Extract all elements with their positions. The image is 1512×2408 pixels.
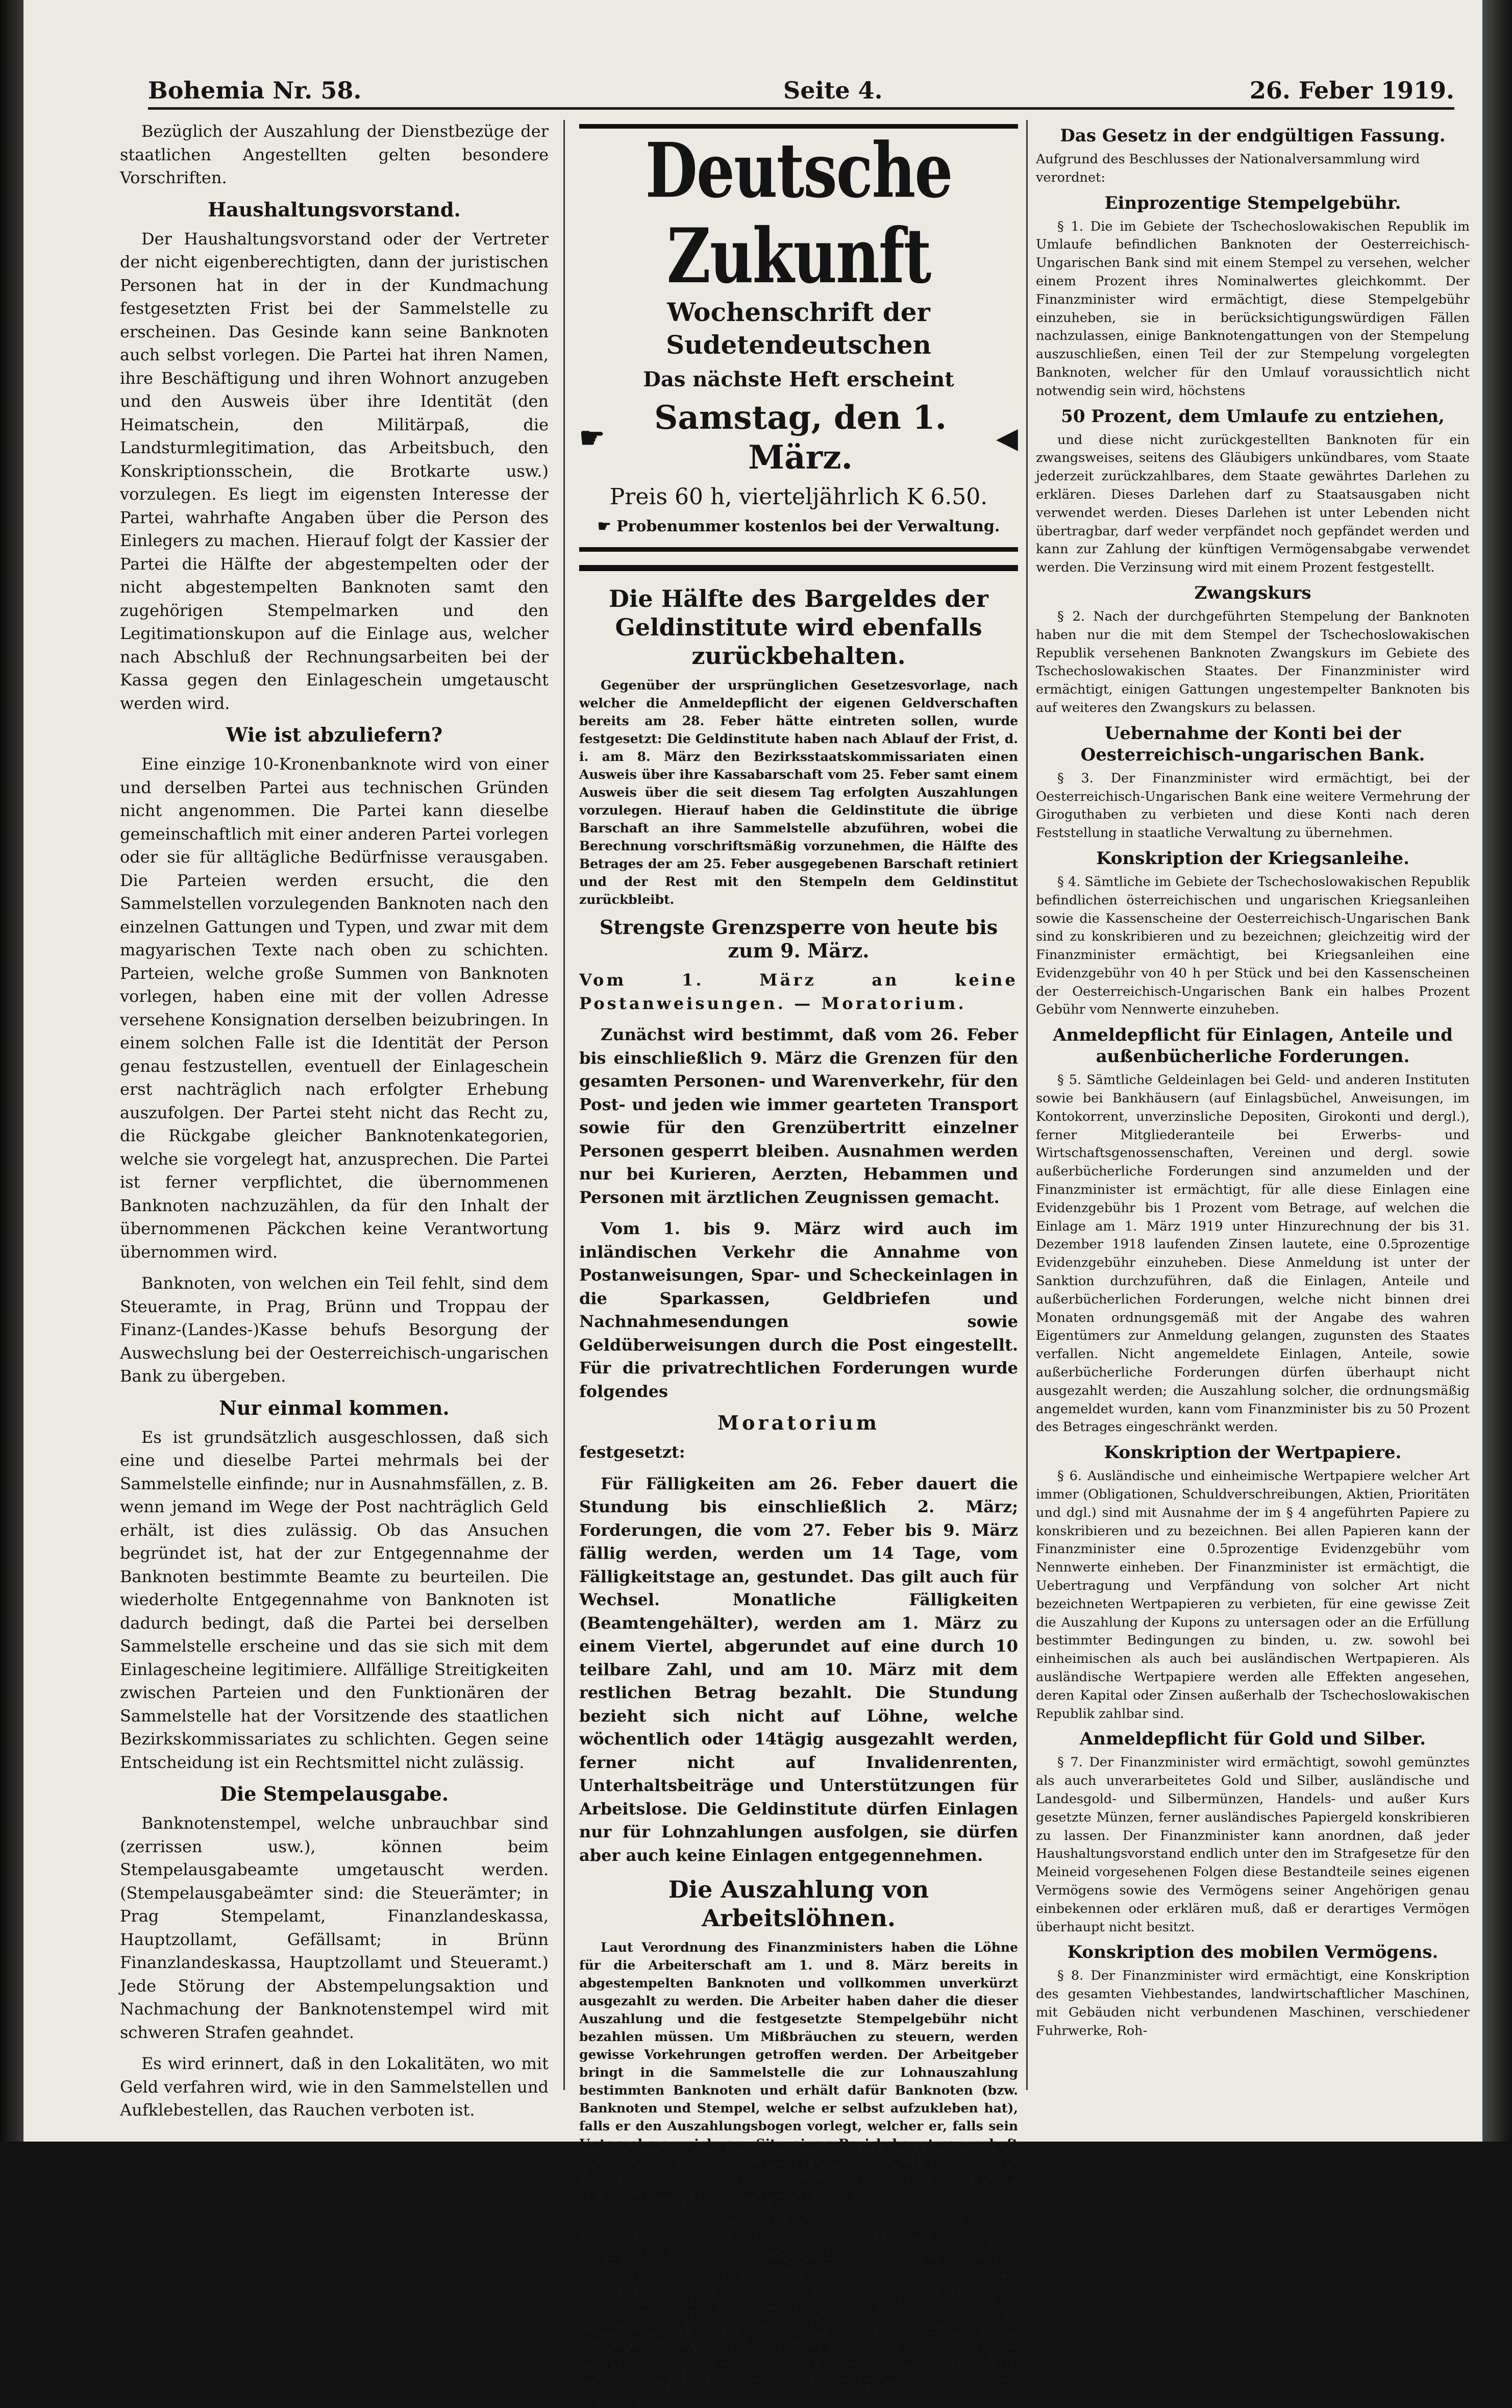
paragraph-arbeitsloehne-1: Laut Verordnung des Finanzministers haben die Löhne für die Arbeiterschaft am 1. und 8. März bereits in abgestempelten Banknoten und vollkommen unverkürzt ausgezahlt zu werden. Die Arbeiter haben daher die dieser Auszahlung und die festgesetzte Stempelgebühr nicht bezahlen müssen. Um Mißbräuchen zu steuern, werden gewisse Vorkehrungen getroffen werden. Der Arbeitgeber bringt in die Sammelstelle die zur Lohnauszahlung bestimmten Banknoten und erhält dafür Banknoten (bzw. Banknoten und Stempel, welche er selbst aufzukleben hat), falls er den Auszahlungsbogen vorlegt, welcher er, falls sein Unternehmen sich am Sitz einer Bezirkshauptmannschaft befindet, eine ungestempelte Bestätigung der Hauptmannschaft darüber, daß der angeführte Betrag richtig angegeben ist, beizuschließen hat. <box>579 1940 1018 2205</box>
header-page-number: Seite 4. <box>783 77 883 104</box>
paragraph-arbeitsloehne-2: Befindet sich das Unternehmen nicht am Sitze einer Bezirkshauptmannschaft, so hat der Arbeitgeber sich eine solche Bestätigung vom Gemeindeamt ausstellen und von der Bezirkshauptmannschaft vidieren zu lassen. Wenn der Arbeitgeber sich eine Geldeinlage bei einem Geldinstitute zum Zwecke der Lohnauszahlung beheben will, hat er den Lohnbogen oder ein Verzeichnis der Angestellten, in welchem Name, Beruf, Wohnort und Lohnhöhe jedes einzelnen angegeben ist, vorzulegen. Die Geldinstitute werden solche Einlagen in ungestempelten Banknoten auszahlen. <box>579 2213 1018 2406</box>
paragraph-nur-einmal: Es ist grundsätzlich ausgeschlossen, daß sich eine und dieselbe Partei mehrmals bei der Sammelstelle einfinde; nur in Ausnahmsfällen, z. B. wenn jemand im Wege der Post nachträglich Geld erhält, ist dies zulässig. Ob das Ansuchen begründet ist, hat der zur Entgegennahme der Banknoten bestimmte Beamte zu beurteilen. Die wiederholte Entgegennahme von Banknoten ist dadurch bedingt, daß die Partei bei derselben Sammelstelle erscheine und das sie sich mit dem Einlagescheine legitimiere. Allfällige Streitigkeiten zwischen Parteien und den Funktionären der Sammelstelle hat der Vorsitzende des staatlichen Bezirkskommissariates zu schlichten. Gegen seine Entscheidung ist ein Rechtsmittel nicht zulässig. <box>120 1427 549 1772</box>
heading-konti: Uebernahme der Konti bei der Oesterreichisch-ungarischen Bank. <box>1080 723 1425 765</box>
paragraph-moratorium: Für Fälligkeiten am 26. Feber dauert die Stundung bis einschließlich 2. März; Forderungen, die vom 27. Feber bis 9. März fällig werden, werden um 14 Tage, vom Fälligkeitstage an, gestundet. Das gilt auch für Wechsel. Monatliche Fälligkeiten (Beamtengehälter), werden am 1. März zu einem Viertel, abgerundet auf eine durch 10 teilbare Zahl, und am 10. März mit dem restlichen Betrag bezahlt. Die Stundung bezieht sich nicht auf Löhne, welche wöchentlich oder 14tägig ausgezahlt werden, ferner nicht auf Invalidenrenten, Unterhaltsbeiträge und Unterstützungen für Arbeitslose. Die Geldinstitute dürfen Einlagen nur für Lohnzahlungen ausfolgen, sie dürfen aber auch keine Einlagen entgegennehmen. <box>579 1473 1018 1865</box>
heading-stempelausgabe: Die Stempelausgabe. <box>219 1782 449 1805</box>
heading-haushaltungsvorstand: Haushaltungsvorstand. <box>208 198 461 221</box>
ad-subtitle: Wochenschrift der Sudetendeutschen <box>666 297 931 360</box>
column-2 <box>579 120 1018 2406</box>
paragraph-haushaltungsvorstand: Der Haushaltungsvorstand oder der Vertreter der nicht eigenberechtigten, dann der juristischen Personen hat in der in der Kundmachung festgesetzten Frist bei der Sammelstelle zu erscheinen. Das Gesinde kann seine Banknoten auch selbst vorlegen. Die Partei hat ihren Namen, ihre Beschäftigung und ihren Wohnort anzugeben und den Ausweis über ihre Identität (den Heimatschein, den Militärpaß, die Landsturmlegitimation, das Arbeitsbuch, den Konskriptionsschein, die Brotkarte usw.) vorzulegen. Es liegt im eigensten Interesse der Partei, wahrhafte Angaben über die Person des Einlegers zu machen. Hierauf folgt der Kassier der Partei die Hälfte der abgestempelten oder der nicht abgestempelten Banknoten samt den zugehörigen Stempelmarken und den Legitimationskupon auf die Einlage aus, welcher nach Abschluß der Rechnungsarbeiten bei der Kassa gegen den Einlageschein umgetauscht werden wird. <box>120 229 549 713</box>
paragraph-section-5: § 5. Sämtliche Geldeinlagen bei Geld- und anderen Instituten sowie bei Bankhäusern (auf Einlagsbüchel, Anweisungen, im Kontokorrent, unverzinsliche Depositen, Girokonti und dergl.), ferner Mitgliederanteile bei Erwerbs- und Wirtschaftsgenossenschaften, Vereinen und dergl. sowie außerbücherliche Forderungen sind anzumelden und der Finanzminister ist ermächtigt, für alle diese Einlagen eine Evidenzgebühr bis 1 Prozent vom Betrage, auf welchen die Einlage am 1. März 1919 unter Hinzurechnung der bis 31. Dezember 1918 laufenden Zinsen lautete, eine 0.5prozentige Evidenzgebühr einzuheben. Diese Anmeldung ist unter der Sanktion durchzuführen, daß die Einlagen, Anteile und außerbücherlichen Forderungen, welche nicht binnen drei Monaten ordnungsgemäß mit der Angabe des wahren Eigentümers zur Anmeldung gelangen, zugunsten des Staates verfallen. Nicht angemeldete Einlagen, Anteile, sowie außerbücherliche Forderungen dürfen überhaupt nicht ausgezahlt werden; die Auszahlung solcher, die ordnungsmäßig angemeldet wurden, kann vom Finanzminister bis zu 50 Prozent des Betrages eingeschränkt werden. <box>1036 1072 1470 1435</box>
heading-nur-einmal: Nur einmal kommen. <box>219 1396 450 1419</box>
paragraph-section-6: § 6. Ausländische und einheimische Wertpapiere welcher Art immer (Obligationen, Schuldverschreibungen, Aktien, Prioritäten und dgl.) sind mit Ausnahme der im § 4 angeführten Papiere zu konskribieren und zu bezeichnen. Bei allen Papieren kann der Finanzminister eine 0.5prozentige Evidenzgebühr vom Nennwerte einheben. Der Finanzminister ist ermächtigt, die Uebertragung und Verpfändung von solcher Art nicht bezeichneten Wertpapieren zu verbieten, für eine gewisse Zeit die Auszahlung der Kupons zu untersagen oder an die Erfüllung bestimmter Bedingungen zu binden, u. zw. sowohl bei einheimischen als auch bei ausländischen Wertpapieren. Als ausländische Wertpapiere werden alle Effekten angesehen, deren Kapital oder Zinsen außerhalb der Tschechoslowakischen Republik zahlbar sind. <box>1036 1468 1470 1722</box>
ad-price: Preis 60 h, vierteljährlich K 6.50. <box>609 484 988 510</box>
ad-free-sample-row <box>579 515 1018 538</box>
column-1 <box>120 120 549 2120</box>
paragraph-grenzsperre-1: Zunächst wird bestimmt, daß vom 26. Feber bis einschließlich 9. März die Grenzen für den gesamten Personen- und Warenverkehr, für den Post- und jeden wie immer gearteten Transport sowie für den Grenzübertritt einzelner Personen gesperrt bleiben. Ausnahmen werden nur bei Kurieren, Aerzten, Hebammen und Personen mit ärztlichen Zeugnissen gemacht. <box>579 1025 1018 1207</box>
paragraph-abzuliefern: Eine einzige 10-Kronenbanknote wird von einer und derselben Partei aus technischen Gründen nicht angenommen. Die Partei kann dieselbe gemeinschaftlich mit einer anderen Partei vorlegen oder sie für alltägliche Bedürfnisse verausgaben. Die Parteien werden ersucht, die den Sammelstellen vorzulegenden Banknoten nach den einzelnen Gattungen und Typen, und zwar mit dem magyarischen Texte nach oben zu schichten. Parteien, welche große Summen von Banknoten vorlegen, haben eine mit der vollen Adresse versehene Konsignation derselben beizubringen. In einem solchen Falle ist die Identität der Person genau festzustellen, eventuell der Einlageschein erst nachträglich nach erfolgter Erhebung auszufolgen. Der Partei steht nicht das Recht zu, die Rückgabe gleicher Banknotenkategorien, welche sie vorgelegt hat, anzusprechen. Die Partei ist ferner verpflichtet, die übernommenen Banknoten nachzuzählen, da für den Inhalt der übernommenen Päckchen keine Verantwortung übernommen wird. <box>120 754 549 1262</box>
heading-grenzsperre: Strengste Grenzsperre von heute bis zum 9. März. <box>599 916 998 962</box>
heading-wertpapiere: Konskription der Wertpapiere. <box>1104 1442 1402 1463</box>
paragraph-section-1: § 1. Die im Gebiete der Tschechoslowakischen Republik im Umlaufe befindlichen Banknoten der Oesterreichisch-Ungarischen Bank sind mit einem Stempel zu versehen, welcher einem Prozent ihres Nominalwertes gleichkommt. Der Finanzminister wird ermächtigt, diese Stempelgebühr einzuheben, sie in berücksichtigungswürdigen Fällen nachzulassen, einige Banknotengattungen von der Stempelung auszuschließen, einen Teil der zur Stempelung vorgelegten Banknoten, welcher für den Umlauf voraussichtlich nicht notwendig sein wird, höchstens <box>1036 218 1470 399</box>
heading-gesetz: Das Gesetz in der endgültigen Fassung. <box>1060 126 1446 146</box>
heading-einlagen: Anmeldepflicht für Einlagen, Anteile und außenbücherliche Forderungen. <box>1053 1025 1453 1067</box>
paragraph-section-3: § 3. Der Finanzminister wird ermächtigt, bei der Oesterreichisch-Ungarischen Bank eine weitere Vermehrung der Giroguthaben zu verbieten und diese Konti nach deren Feststellung in staatliche Verwaltung zu übernehmen. <box>1036 770 1470 841</box>
heading-zwangskurs: Zwangskurs <box>1194 582 1311 603</box>
header-date: 26. Feber 1919. <box>1249 77 1454 104</box>
paragraph-section-7: § 7. Der Finanzminister wird ermächtigt, sowohl gemünztes als auch unverarbeitetes Gold und Silber, ausländische und Landesgold- und Silbermünzen, Handels- und außer Kurs gesetzte Münzen, ferner ausländisches Papiergeld konskribieren zu lassen. Der Finanzminister kann anordnen, daß jeder Haushaltungsvorstand endlich unter den im Strafgesetze für den Meineid vorgesehenen Folgen diese Bestandteile seines eigenen Vermögens sowie des Vermögens seiner Angehörigen genau einbekennen oder erklären muß, daß er derartiges Vermögen überhaupt nicht besitzt. <box>1036 1755 1470 1935</box>
heading-50-prozent: 50 Prozent, dem Umlaufe zu entziehen, <box>1061 406 1445 427</box>
pointing-hand-icon: ☛ <box>579 421 605 455</box>
pointing-hand-icon: ☛ <box>597 518 617 535</box>
paragraph-haelfte-bargeld: Gegenüber der ursprünglichen Gesetzesvorlage, nach welcher die Anmeldepflicht der eigenen Geldverschaften bereits am 28. Feber hätte eintreten sollen, wurde festgesetzt: Die Geldinstitute haben nach Ablauf der Frist, d. i. am 8. März den Bezirksstaatskommissariaten einen Ausweis über ihre Kassabarschaft vom 25. Feber samt einem Ausweis über die seit diesem Tag erfolgten Auszahlungen vorzulegen. Hierauf haben die Geldinstitute die übrige Barschaft an ihre Sammelstelle abzuführen, wobei die Berechnung vorschriftsmäßig vorzunehmen, die Hälfte des Betrages der am 25. Feber ausgegebenen Barschaft retiniert und der Rest mit den Stempeln dem Geldinstitut zurückbleibt. <box>579 678 1018 907</box>
intro-paragraph: Bezüglich der Auszahlung der Dienstbezüge der staatlichen Angestellten gelten besondere Vorschriften. <box>120 121 549 187</box>
heading-moratorium: Moratorium <box>717 1411 880 1434</box>
separator-bar <box>579 565 1018 571</box>
paragraph-rauchverbot: Es wird erinnert, daß in den Lokalitäten, wo mit Geld verfahren wird, wie in den Sammelstellen und Aufklebestellen, das Rauchen verboten ist. <box>120 2054 549 2120</box>
ad-date-row <box>579 398 1018 478</box>
paragraph-section-1b: und diese nicht zurückgestellten Banknoten für ein zwangsweises, seitens des Gläubigers unkündbares, vom Staate jederzeit zurückzahlbares, dem Staate gewährtes Darlehen zu erklären. Dieses Darlehen darf zu Staatsausgaben nicht verwendet werden. Dieses Darlehen ist unter Lebenden nicht übertragbar, darf weder verpfändet noch gepfändet werden und kann zur Zahlung der künftigen Vermögensabgabe verwendet werden. Die Verzinsung wird mit einem Prozent festgestellt. <box>1036 432 1470 576</box>
heading-stempelgebuehr: Einprozentige Stempelgebühr. <box>1104 192 1401 213</box>
paragraph-stempelausgabe: Banknotenstempel, welche unbrauchbar sind (zerrissen usw.), können beim Stempelausgabeamte umgetauscht werden. (Stempelausgabeämter sind: die Steuerämter; in Prag Stempelamt, Finanzlandeskassa, Hauptzollamt, Gefällsamt; in Brünn Finanzlandeskassa, Hauptzollamt und Steueramt.) Jede Störung der Abstempelungsaktion und Nachmachung der Banknotenstempel wird mit schweren Strafen geahndet. <box>120 1813 549 2042</box>
ad-free-sample: Probenummer kostenlos bei der Verwaltung. <box>616 518 1000 535</box>
paragraph-section-2: § 2. Nach der durchgeführten Stempelung der Banknoten haben nur die mit dem Stempel der Tschechoslowakischen Republik versehenen Banknoten Zwangskurs im Gebiete des Tschechoslowakischen Staates. Der Finanzminister wird ermächtigt, einigen Gattungen ungestempelter Banknoten bis auf weiteres den Zwangskurs zu belassen. <box>1036 608 1470 716</box>
column-rule-2 <box>1026 120 1028 2090</box>
subheading-postanweisungen: Vom 1. März an keine Postanweisungen. — Moratorium. <box>579 970 1018 1013</box>
paragraph-moratorium-lead: festgesetzt: <box>579 1442 685 1462</box>
block-haelfte <box>579 676 1018 908</box>
paragraph-grenzsperre-2: Vom 1. bis 9. März wird auch im inländischen Verkehr die Annahme von Postanweisungen, Spar- und Scheckeinlagen in die Sparkassen, Geldbriefen und Nachnahmesendungen sowie Geldüberweisungen durch die Post eingestellt. Für die privatrechtlichen Forderungen wurde folgendes <box>579 1219 1018 1401</box>
column-3 <box>1036 120 1470 2100</box>
paragraph-banknoten-teil: Banknoten, von welchen ein Teil fehlt, sind dem Steueramte, in Prag, Brünn und Troppau der Finanz-(Landes-)Kasse behufs Besorgung der Auswechslung bei der Oesterreichisch-ungarischen Bank zu übergeben. <box>120 1273 549 1386</box>
page-header <box>148 77 1454 110</box>
ad-title: Deutsche Zukunft <box>645 126 952 300</box>
column-rule-1 <box>563 120 565 2090</box>
advertisement-deutsche-zukunft <box>579 124 1018 552</box>
header-masthead: Bohemia Nr. 58. <box>148 77 362 104</box>
heading-arbeitsloehne: Die Auszahlung von Arbeitslöhnen. <box>668 1876 929 1932</box>
heading-haelfte-bargeld: Die Hälfte des Bargeldes der Geldinstitute wird ebenfalls zurückbehalten. <box>609 585 988 670</box>
heading-gold-silber: Anmeldepflicht für Gold und Silber. <box>1079 1729 1426 1750</box>
heading-abzuliefern: Wie ist abzuliefern? <box>226 723 443 746</box>
block-arbeitsloehne <box>579 1938 1018 2408</box>
paragraph-section-4: § 4. Sämtliche im Gebiete der Tschechoslowakischen Republik befindlichen österreichischen und ungarischen Kriegsanleihen sowie die Kassenscheine der Oesterreichisch-Ungarischen Bank sind zu konskribieren und zu bezeichnen; gleichzeitig wird der Finanzminister ermächtigt, bei Kriegsanleihen eine Evidenzgebühr von 40 h per Stück und bei den Kassenscheinen der Oesterreichisch-Ungarischen Bank ein halbes Prozent Gebühr vom Nennwerte einzuheben. <box>1036 874 1470 1018</box>
ad-next-issue: Das nächste Heft erscheint <box>643 367 954 391</box>
heading-mobilen-vermoegen: Konskription des mobilen Vermögens. <box>1067 1942 1439 1963</box>
arrow-left-icon: ◀ <box>996 421 1018 455</box>
heading-kriegsanleihe: Konskription der Kriegsanleihe. <box>1096 848 1409 869</box>
paragraph-section-8: § 8. Der Finanzminister wird ermächtigt, eine Konskription des gesamten Viehbestandes, landwirtschaftlicher Maschinen, mit Gebäuden nicht verbundenen Maschinen, verschiedener Fuhrwerke, Roh- <box>1036 1968 1470 2038</box>
ad-date: Samstag, den 1. März. <box>654 399 947 477</box>
paragraph-gesetz-lead: Aufgrund des Beschlusses der Nationalversammlung wird verordnet: <box>1036 152 1420 185</box>
